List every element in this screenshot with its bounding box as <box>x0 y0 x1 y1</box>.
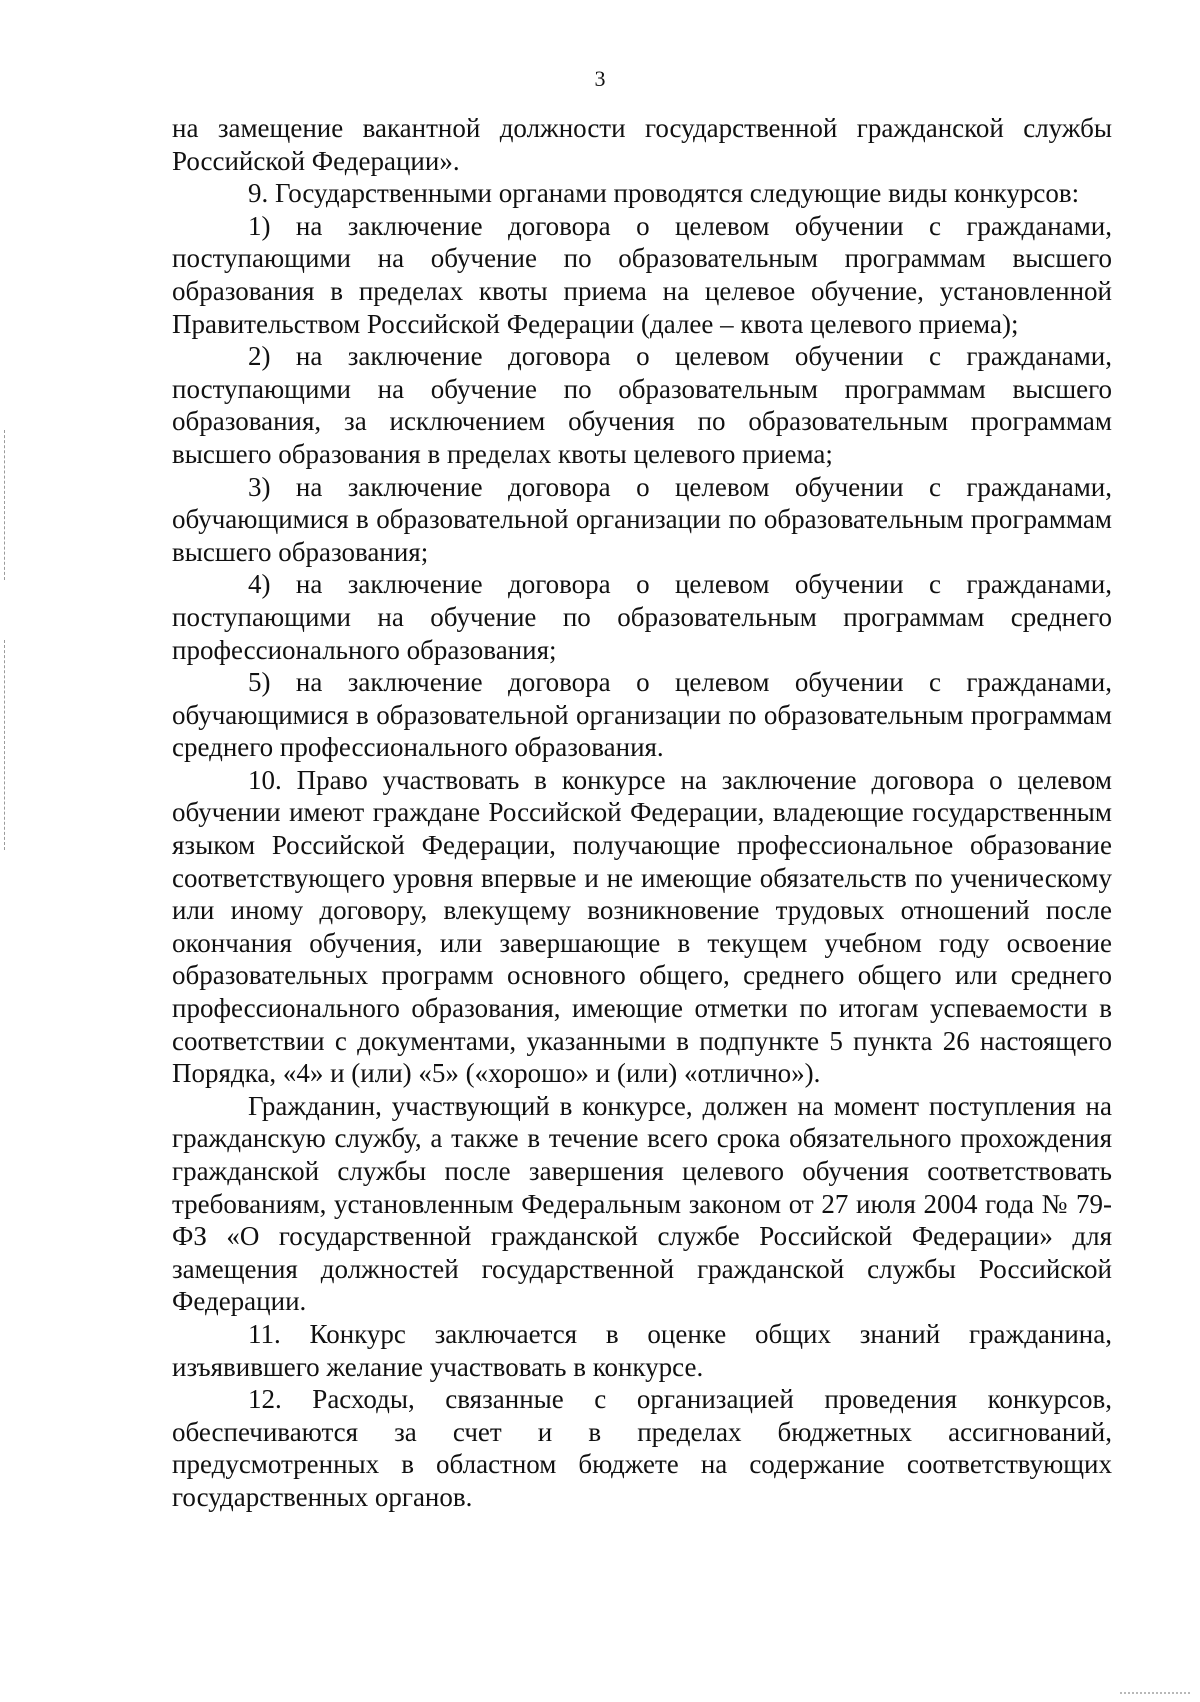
paragraph-citizen-requirements: Гражданин, участвующий в конкурсе, должен на момент поступления на гражданскую службу, а также в течение всего срока обязательного прохождения гражданской службы после завершения целевого обучения соответствовать требованиям, установленным Федеральным законом от 27 июля 2004 года № 79-ФЗ «О государственной гражданской службе Российской Федерации» для замещения должностей государственной гражданской службы Российской Федерации. <box>172 1090 1112 1317</box>
paragraph-item-10: 10. Право участвовать в конкурсе на заключение договора о целевом обучении имеют граждане Российской Федерации, владеющие государственным языком Российской Федерации, получающие профессиональное образование соответствующего уровня впервые и не имеющие обязательств по ученическому или иному договору, влекущему возникновение трудовых отношений после окончания обучения, или завершающие в текущем учебном году освоение образовательных программ основного общего, среднего общего или среднего профессионального образования, имеющие отметки по итогам успеваемости в соответствии с документами, указанными в подпункте 5 пункта 26 настоящего Порядка, «4» и (или) «5» («хорошо» и (или) «отлично»). <box>172 764 1112 1089</box>
scan-edge-mark-upper <box>4 430 6 580</box>
paragraph-continuation: на замещение вакантной должности государственной гражданской службы Российской Федерации». <box>172 113 1112 176</box>
subitem-2: 2) на заключение договора о целевом обучении с гражданами, поступающими на обучение по образовательным программам высшего образования, за исключением обучения по образовательным программам высшего образования в пределах квоты целевого приема; <box>172 341 1112 469</box>
subitem-5: 5) на заключение договора о целевом обучении с гражданами, обучающимися в образовательной организации по образовательным программам среднего профессионального образования. <box>172 667 1112 763</box>
page-number: 3 <box>594 66 606 91</box>
paragraph-item-11: 11. Конкурс заключается в оценке общих знаний гражданина, изъявившего желание участвовать в конкурсе. <box>172 1318 1112 1382</box>
scan-edge-mark-lower <box>4 640 6 850</box>
subitem-4: 4) на заключение договора о целевом обучении с гражданами, поступающими на обучение по образовательным программам среднего профессионального образования; <box>172 569 1112 665</box>
subitem-1: 1) на заключение договора о целевом обучении с гражданами, поступающими на обучение по образовательным программам высшего образования в пределах квоты приема на целевое обучение, установленной Правительством Российской Федерации (далее – квота целевого приема); <box>172 210 1112 339</box>
subitem-3: 3) на заключение договора о целевом обучении с гражданами, обучающимися в образовательной организации по образовательным программам высшего образования; <box>172 471 1112 567</box>
paragraph-item-12: 12. Расходы, связанные с организацией проведения конкурсов, обеспечиваются за счет и в пределах бюджетных ассигнований, предусмотренных в областном бюджете на содержание соответствующих государственных органов. <box>172 1384 1112 1512</box>
paragraph-item-9: 9. Государственными органами проводятся следующие виды конкурсов: <box>248 178 1080 209</box>
scan-corner-mark <box>1120 1688 1190 1694</box>
document-body <box>172 112 1112 1514</box>
